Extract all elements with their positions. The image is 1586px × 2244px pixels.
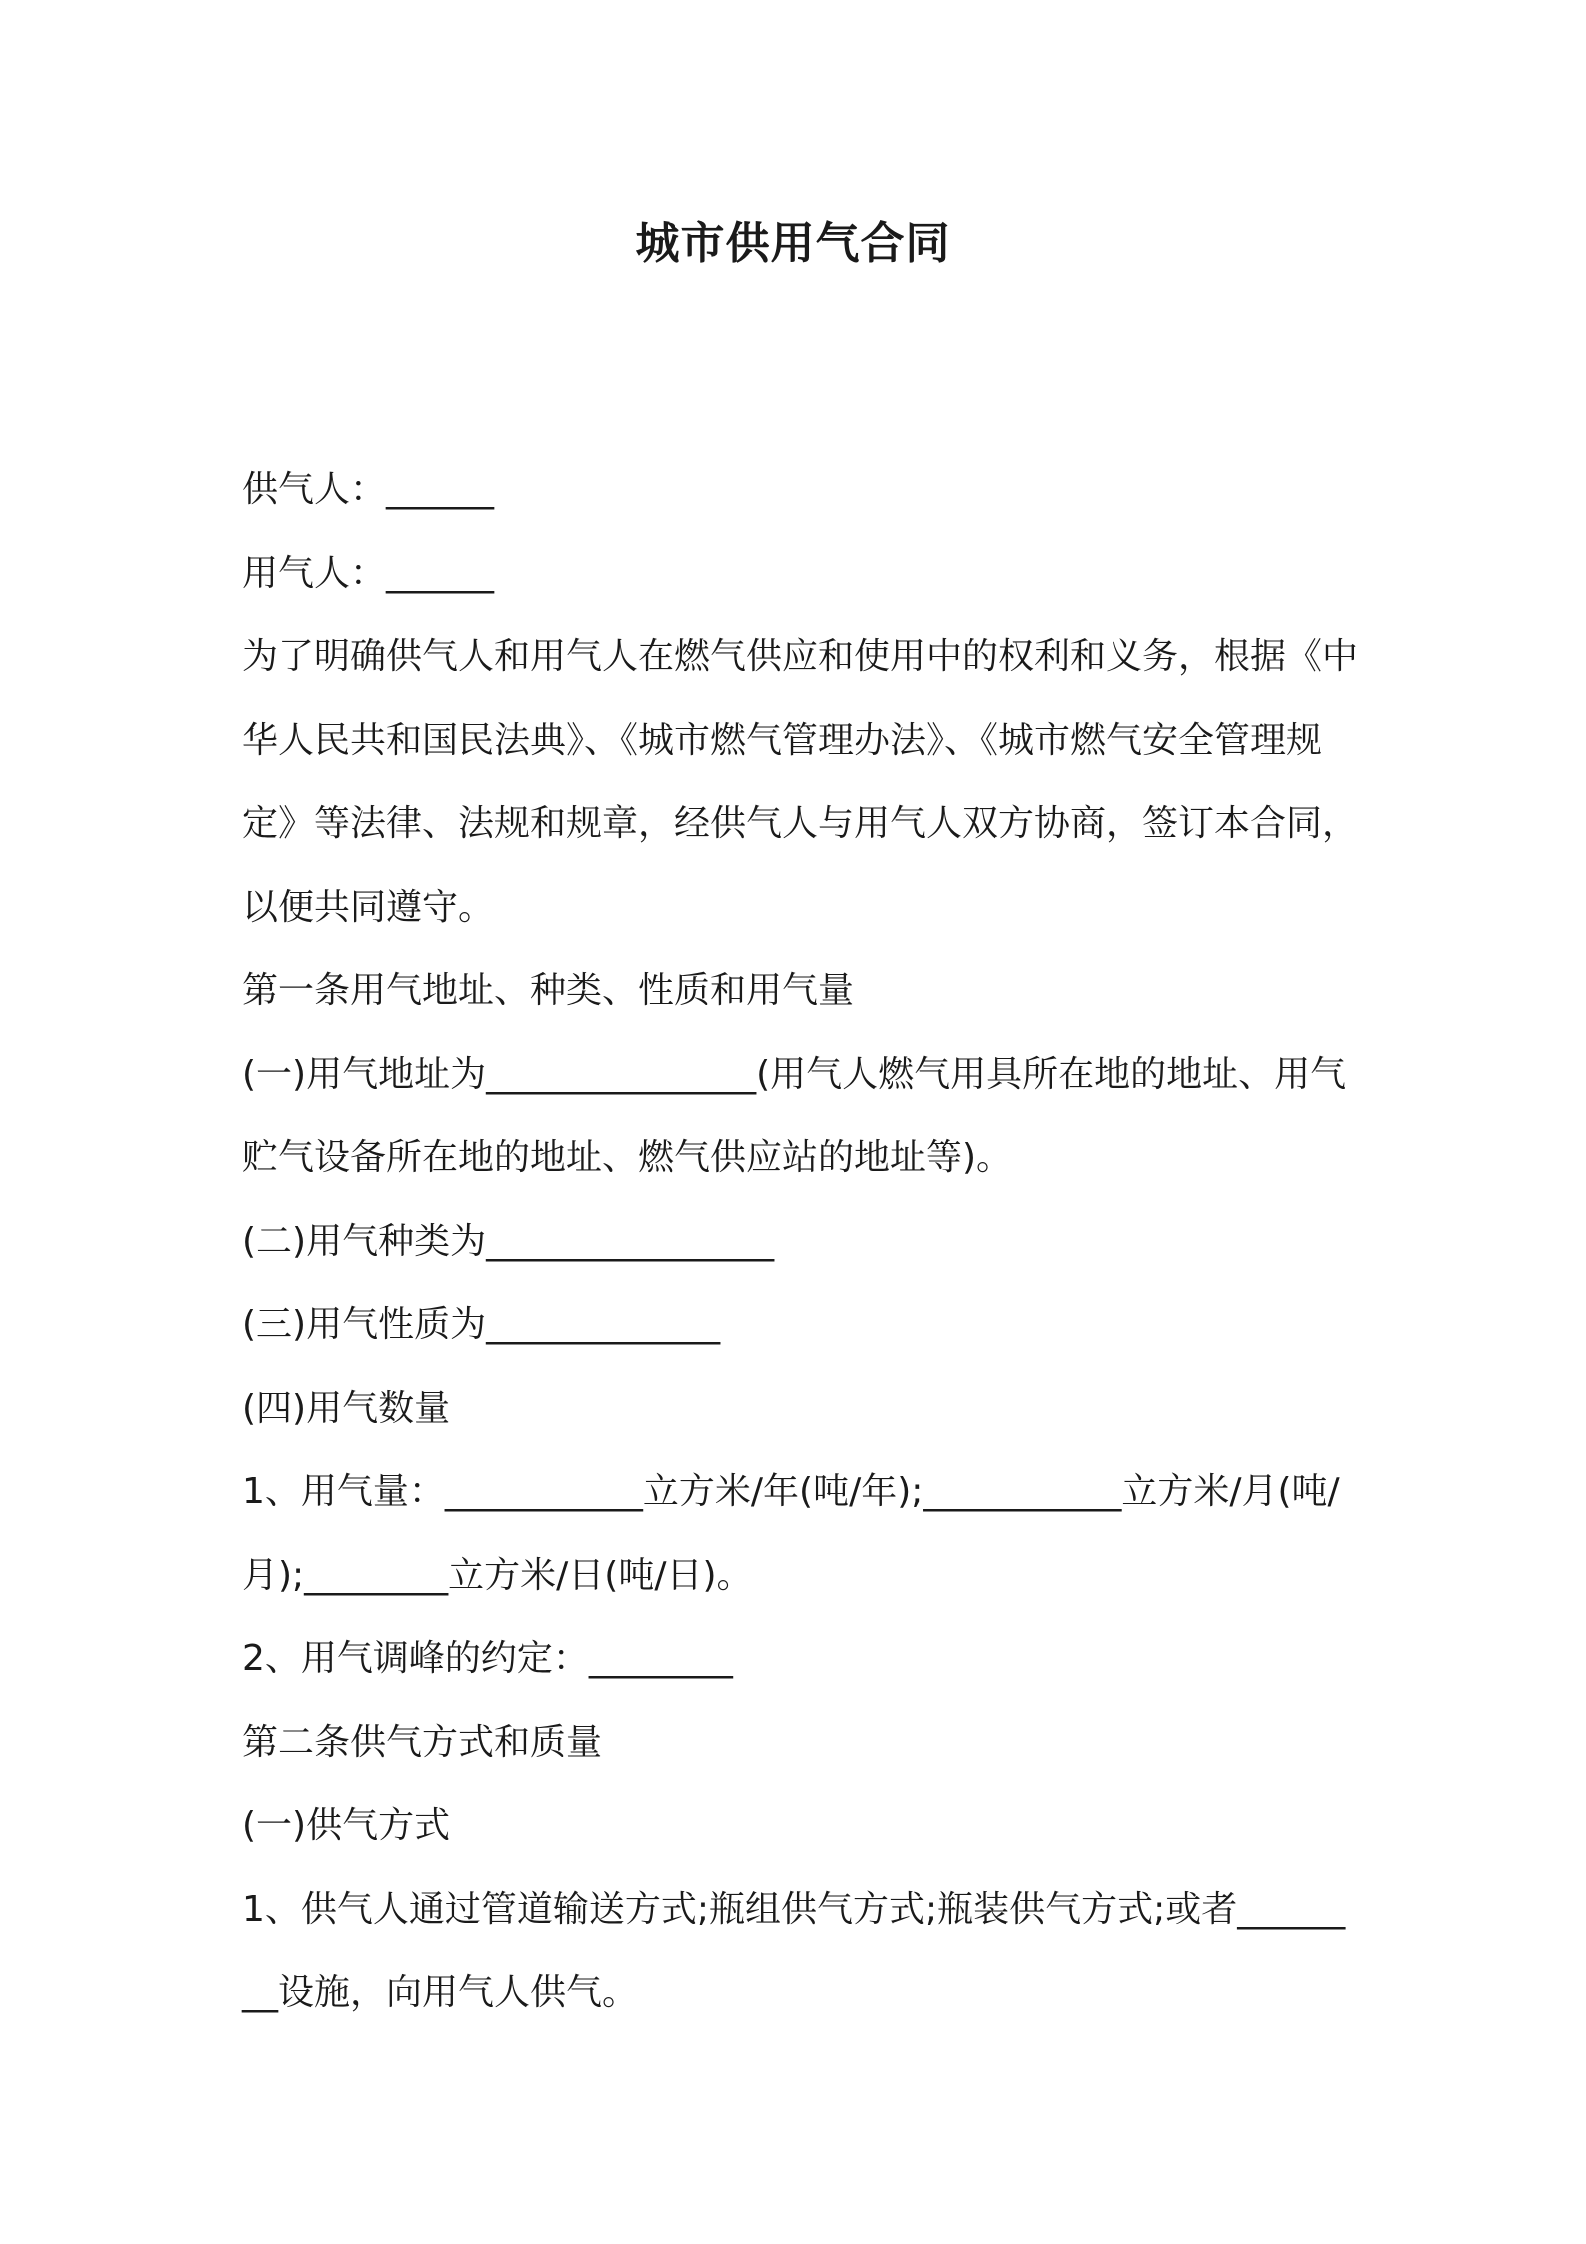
document-title: 城市供用气合同 bbox=[635, 218, 951, 269]
clause-gas-nature: (三)用气性质为_____________ bbox=[242, 1304, 721, 1345]
preamble-paragraph: 为了明确供气人和用气人在燃气供应和使用中的权利和义务，根据《中华人民共和国民法典》、《城市燃气管理办法》、《城市燃气安全管理规定》等法律、法规和规章，经供气人与用气人双方协商，签订本合同，以便共同遵守。 bbox=[242, 636, 1359, 928]
article-2-heading: 第二条供气方式和质量 bbox=[242, 1721, 603, 1763]
article-1-heading: 第一条用气地址、种类、性质和用气量 bbox=[242, 970, 855, 1011]
clause-peak-shaving: 2、用气调峰的约定：________ bbox=[242, 1638, 733, 1679]
supplier-line: 供气人：______ bbox=[242, 469, 495, 510]
clause-gas-type: (二)用气种类为________________ bbox=[242, 1220, 775, 1262]
clause-supply-method: 1、供气人通过管道输送方式;瓶组供气方式;瓶装供气方式;或者________设施，向用气人供气。 bbox=[242, 1888, 1346, 2013]
document-body bbox=[242, 448, 1362, 2035]
user-line: 用气人：______ bbox=[242, 552, 495, 594]
clause-gas-volume: 1、用气量：___________立方米/年(吨/年);___________立方米/月(吨/月);________立方米/日(吨/日)。 bbox=[242, 1471, 1340, 1596]
clause-gas-quantity-heading: (四)用气数量 bbox=[242, 1387, 451, 1429]
clause-gas-address: (一)用气地址为_______________(用气人燃气用具所在地的地址、用气贮气设备所在地的地址、燃气供应站的地址等)。 bbox=[242, 1053, 1347, 1178]
clause-supply-method-heading: (一)供气方式 bbox=[242, 1805, 451, 1846]
